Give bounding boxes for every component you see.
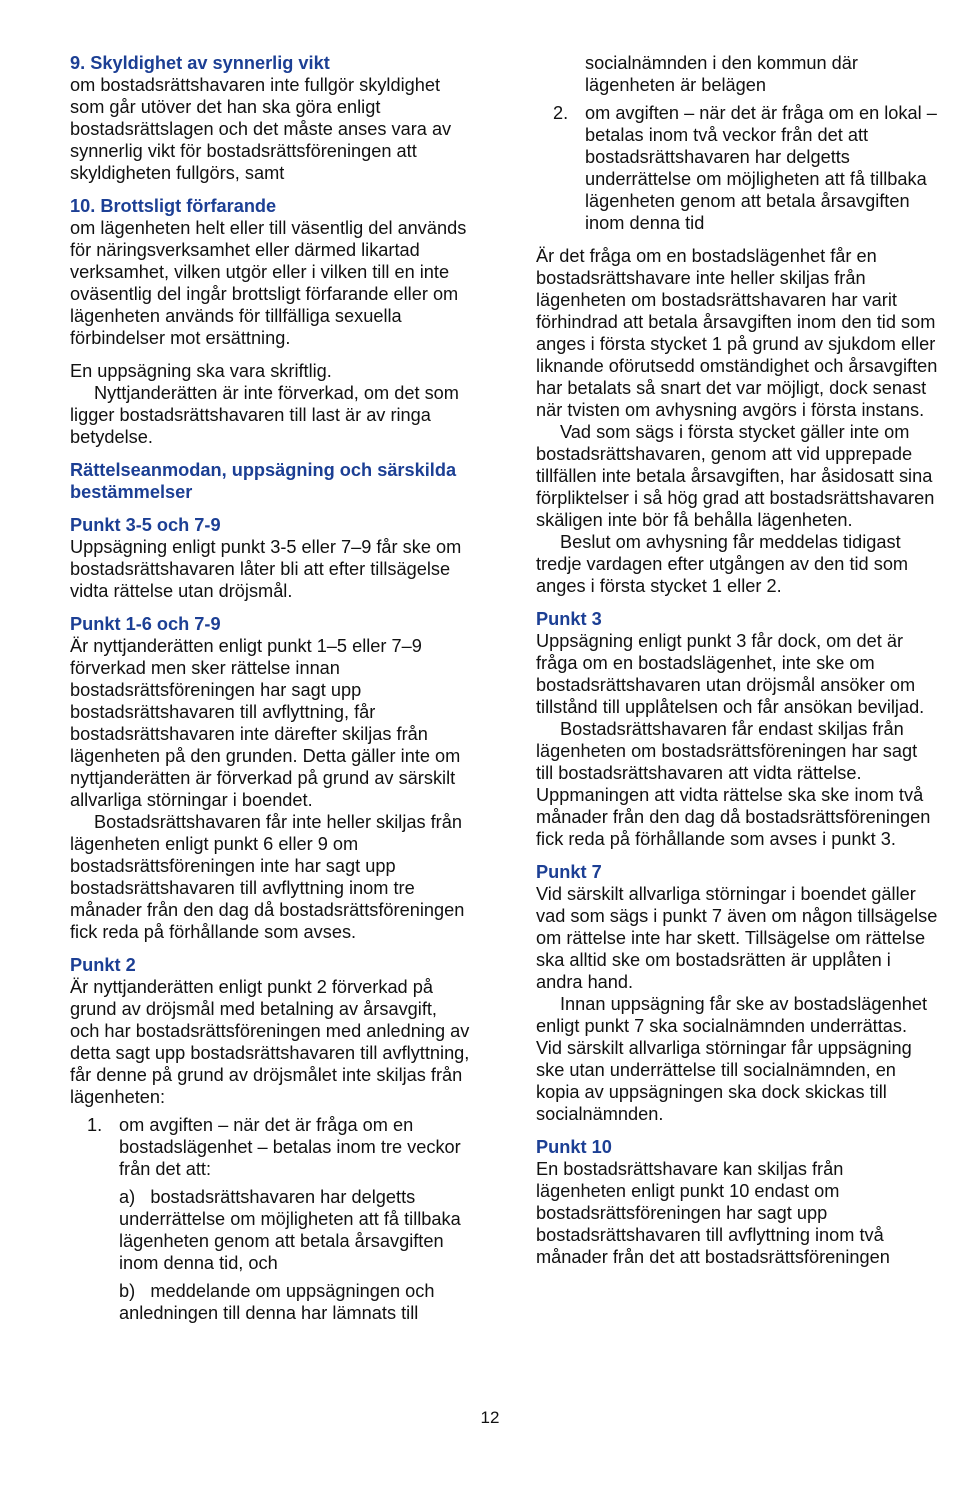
section-heading-punkt-1-6: Punkt 1-6 och 7-9 (70, 614, 221, 634)
section-heading-punkt-10: Punkt 10 (536, 1137, 612, 1157)
section-text-punkt-3-5: Uppsägning enligt punkt 3-5 eller 7–9 får ske om bostadsrättshavaren låter bli att efter tillsägelse vidta rättelse utan dröjsmål. (70, 537, 462, 601)
section-text-punkt-1-6-a: Är nyttjanderätten enligt punkt 1–5 eller 7–9 förverkad men sker rättelse innan bostadsrättsföreningen har sagt upp bostadsrättshavaren till avflyttning, får bostadsrättshavaren inte därefter skiljas från lägenheten på den grunden. Detta gäller inte om nyttjanderätten är förverkad på grund av särskilt allvarliga störningar i boendet. (70, 636, 461, 810)
written-notice-text: En uppsägning ska vara skriftlig. (70, 361, 332, 381)
sub-item-a: a) bostadsrättshavaren har delgetts underrättelse om möjligheten att få tillbaka lägenheten genom att betala årsavgiften inom denna tid, och (119, 1187, 461, 1273)
section-text-punkt-10: En bostadsrättshavare kan skiljas från lägenheten enligt punkt 10 endast om bostadsrättsföreningen har sagt upp bostadsrättshavaren till avflyttning inom två månader från det att bostadsrättsföreningen (536, 1159, 890, 1267)
section-text-brottsligt: om lägenheten helt eller till väsentlig del används för näringsverksamhet eller därmed likartad verksamhet, vilken utgör eller i vilken till en inte oväsentlig del ingår brottsligt förfarande eller om lägenheten används för tillfälliga sexuella förbindelser mot ersättning. (70, 218, 467, 348)
section-text-punkt-1-6-b: Bostadsrättshavaren får inte heller skiljas från lägenheten enligt punkt 6 eller 9 om bostadsrättsföreningen inte har sagt upp bostadsrättshavaren till avflyttning inom tre månader från den dag då bostadsrättsföreningen fick reda på förhållande som avses. (70, 812, 465, 942)
sub-item-b: b) meddelande om uppsägningen och anledningen till denna har lämnats till (119, 1281, 435, 1323)
section-heading-punkt-2: Punkt 2 (70, 955, 136, 975)
section-text-punkt-2: Är nyttjanderätten enligt punkt 2 förverkad på grund av dröjsmål med betalning av årsavgift, och har bostadsrättsföreningen med anledning av detta sagt upp bostadsrättshavaren till avflyttning, får denne på grund av dröjsmålet inte skiljas från lägenheten: (70, 977, 470, 1107)
list-item-1 (70, 1114, 470, 1180)
section-heading-brottsligt: 10. Brottsligt förfarande (70, 196, 277, 216)
section-text-punkt-7-b: Innan uppsägning får ske av bostadslägenhet enligt punkt 7 ska socialnämnden underrättas. Vid särskilt allvarliga störningar får uppsägning ske utan underrättelse till socialnämnden, en kopia av uppsägningen ska dock skickas till socialnämnden. (536, 994, 928, 1124)
section-heading-skyldighet: 9. Skyldighet av synnerlig vikt (70, 53, 330, 73)
left-column (70, 52, 470, 1324)
forfeit-note-text: Nyttjanderätten är inte förverkad, om det som ligger bostadsrättshavaren till last är av ringa betydelse. (70, 383, 459, 447)
list-text-1: om avgiften – när det är fråga om en bostadslägenhet – betalas inom tre veckor från det att: (119, 1115, 461, 1179)
sub-item-b-continued: socialnämnden i den kommun där lägenheten är belägen (585, 53, 858, 95)
section-heading-punkt-3-5: Punkt 3-5 och 7-9 (70, 515, 221, 535)
page-number: 12 (480, 1408, 500, 1427)
section-heading-punkt-7: Punkt 7 (536, 862, 602, 882)
paragraph-avhysning: Beslut om avhysning får meddelas tidigast tredje vardagen efter utgången av den tid som anges i första stycket 1 eller 2. (536, 532, 909, 596)
section-heading-punkt-3: Punkt 3 (536, 609, 602, 629)
section-text-skyldighet: om bostadsrättshavaren inte fullgör skyldighet som går utöver det han ska göra enligt bostadsrättslagen och det måste anses vara av synnerlig vikt för bostadsrättsföreningen att skyldigheten fullgörs, samt (70, 75, 452, 183)
list-text-2: om avgiften – när det är fråga om en lokal – betalas inom två veckor från det att bostadsrättshavaren har delgetts underrättelse om möjligheten att få tillbaka lägenheten genom att betala årsavgiften inom denna tid (585, 103, 937, 233)
section-text-punkt-3-a: Uppsägning enligt punkt 3 får dock, om det är fråga om en bostadslägenhet, inte ske om bostadsrättshavaren utan dröjsmål ansöker om tillstånd till upplåtelsen och får ansökan beviljad. (536, 631, 925, 717)
section-heading-rattelse: Rättelseanmodan, uppsägning och särskilda bestämmelser (70, 460, 457, 502)
paragraph-upprepade: Vad som sägs i första stycket gäller inte om bostadsrättshavaren, genom att vid upprepade tillfällen inte betala årsavgiften, har åsidosatt sina förpliktelser i så hög grad att bostadsrättshavaren skäligen inte bör få behålla lägenheten. (536, 422, 935, 530)
right-column (536, 52, 938, 1268)
section-text-punkt-3-b: Bostadsrättshavaren får endast skiljas från lägenheten om bostadsrättsföreningen har sagt till bostadsrättshavaren att vidta rättelse. Uppmaningen att vidta rättelse ska ske inom två månader från den dag då bostadsrättsföreningen fick reda på förhållande som avses i punkt 3. (536, 719, 931, 849)
paragraph-sjukdom: Är det fråga om en bostadslägenhet får en bostadsrättshavare inte heller skiljas från lägenheten om bostadsrättshavaren har varit förhindrad att betala årsavgiften inom den tid som anges i första stycket 1 på grund av sjukdom eller liknande oförutsedd omständighet och årsavgiften har betalats så snart det var möjligt, dock senast när tvisten om avhysning avgörs i första instans. (536, 246, 938, 420)
list-item-2 (536, 102, 938, 234)
list-number-2: 2. (553, 103, 569, 123)
section-text-punkt-7-a: Vid särskilt allvarliga störningar i boendet gäller vad som sägs i punkt 7 även om någon tillsägelse om rättelse inte har skett. Tillsägelse om rättelse ska alltid ske om bostadsrätten är upplåten i andra hand. (536, 884, 938, 992)
list-number-1: 1. (87, 1115, 103, 1135)
